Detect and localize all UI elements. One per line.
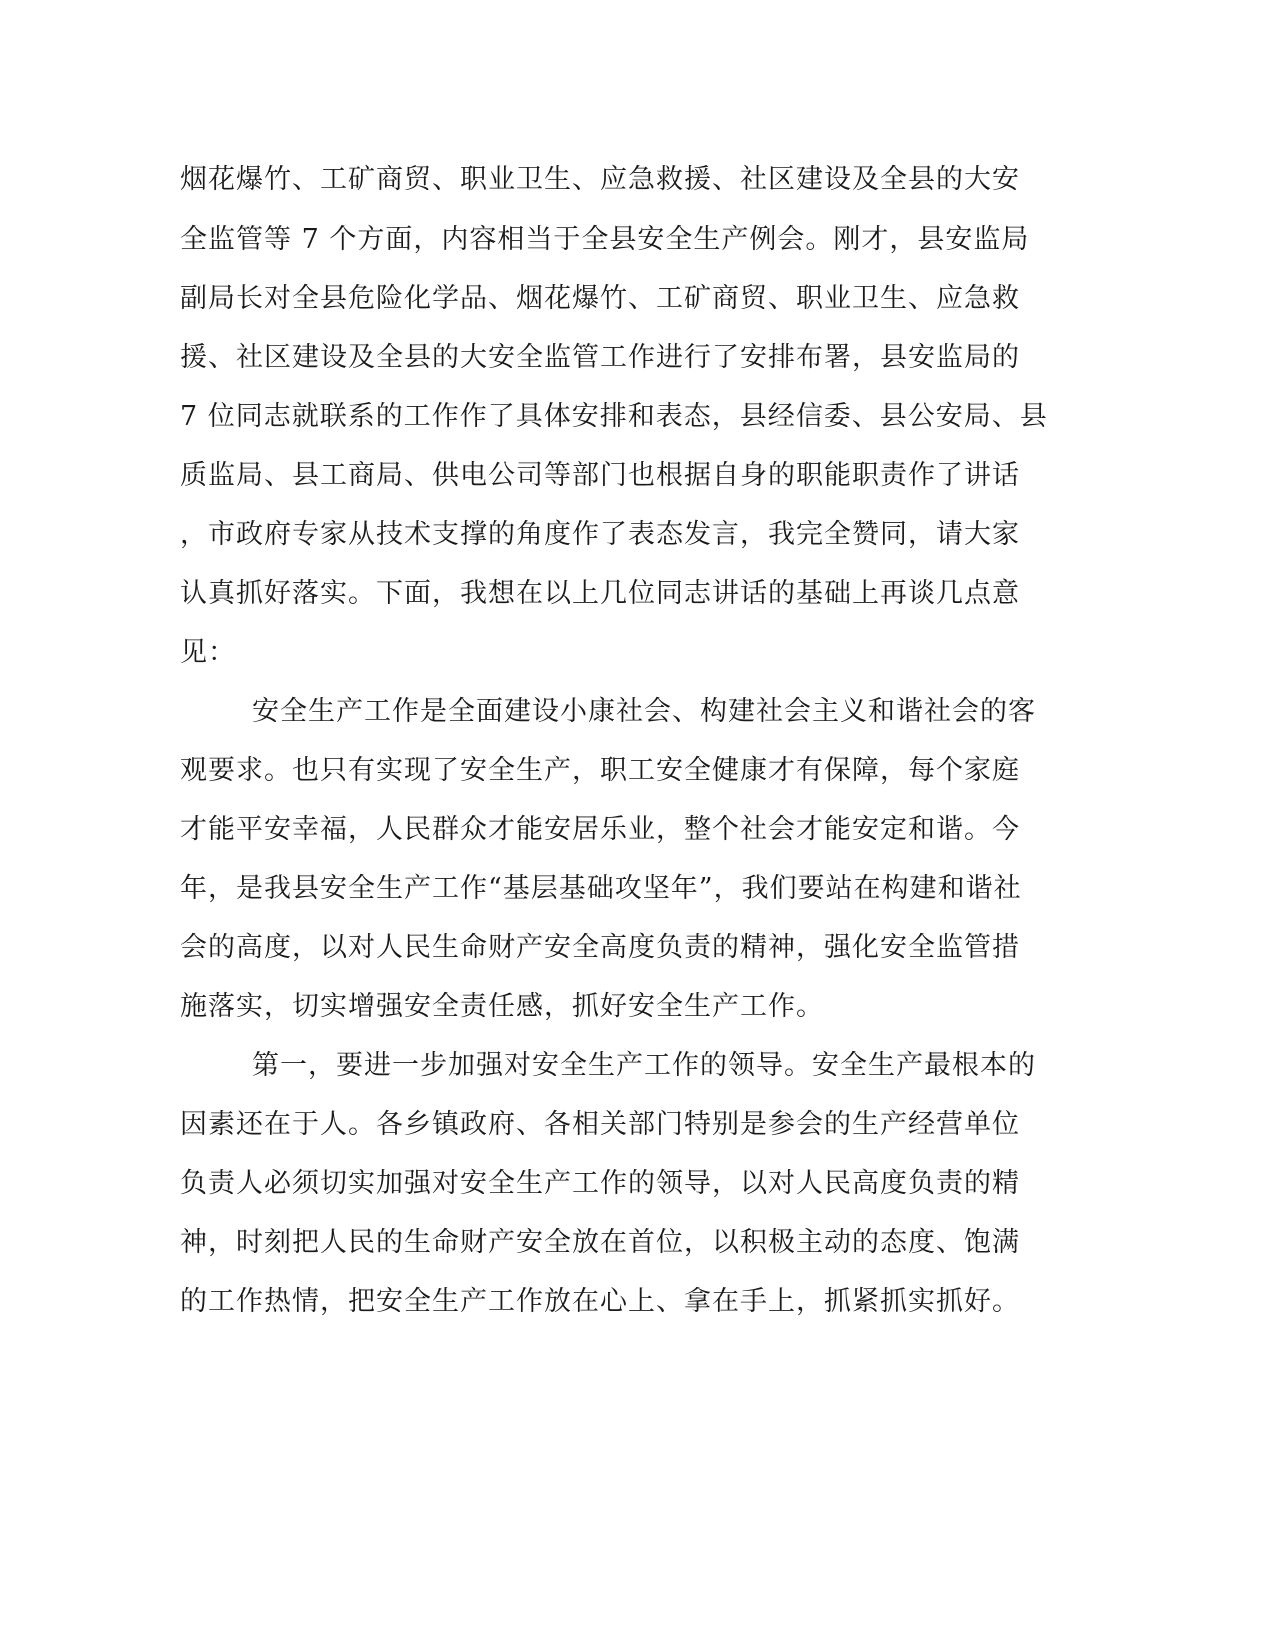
paragraph-3-line-5: 的工作热情，把安全生产工作放在心上、拿在手上，抓紧抓实抓好。 <box>180 1286 1020 1317</box>
paragraph-2-line-3: 才能平安幸福，人民群众才能安居乐业，整个社会才能安定和谐。今 <box>180 814 1020 845</box>
paragraph-2-line-5: 会的高度，以对人民生命财产安全高度负责的精神，强化安全监管措 <box>180 932 1020 963</box>
paragraph-1-line-5: 7 位同志就联系的工作作了具体安排和表态，县经信委、县公安局、县 <box>180 401 1048 432</box>
paragraph-2-line-2: 观要求。也只有实现了安全生产，职工安全健康才有保障，每个家庭 <box>180 755 1020 786</box>
paragraph-1-line-7: ，市政府专家从技术支撑的角度作了表态发言，我完全赞同，请大家 <box>180 519 1020 550</box>
paragraph-3-line-1: 第一，要进一步加强对安全生产工作的领导。安全生产最根本的 <box>252 1050 1036 1081</box>
paragraph-1-line-3: 副局长对全县危险化学品、烟花爆竹、工矿商贸、职业卫生、应急救 <box>180 283 1020 314</box>
paragraph-1-line-6: 质监局、县工商局、供电公司等部门也根据自身的职能职责作了讲话 <box>180 460 1020 491</box>
paragraph-1-line-8: 认真抓好落实。下面，我想在以上几位同志讲话的基础上再谈几点意 <box>180 578 1020 609</box>
paragraph-3-line-2: 因素还在于人。各乡镇政府、各相关部门特别是参会的生产经营单位 <box>180 1109 1020 1140</box>
paragraph-3-line-4: 神，时刻把人民的生命财产安全放在首位，以积极主动的态度、饱满 <box>180 1227 1020 1258</box>
paragraph-2-line-4: 年，是我县安全生产工作“基层基础攻坚年”，我们要站在构建和谐社 <box>180 873 1022 904</box>
paragraph-1-line-4: 援、社区建设及全县的大安全监管工作进行了安排布署，县安监局的 <box>180 342 1020 373</box>
paragraph-1-line-1: 烟花爆竹、工矿商贸、职业卫生、应急救援、社区建设及全县的大安 <box>180 164 1020 195</box>
paragraph-3-line-3: 负责人必须切实加强对安全生产工作的领导，以对人民高度负责的精 <box>180 1168 1020 1199</box>
paragraph-1-line-2: 全监管等 7 个方面，内容相当于全县安全生产例会。刚才，县安监局 <box>180 224 1030 255</box>
paragraph-1-line-9: 见： <box>180 637 236 668</box>
paragraph-2-line-6: 施落实，切实增强安全责任感，抓好安全生产工作。 <box>180 991 824 1022</box>
paragraph-2-line-1: 安全生产工作是全面建设小康社会、构建社会主义和谐社会的客 <box>252 696 1036 727</box>
